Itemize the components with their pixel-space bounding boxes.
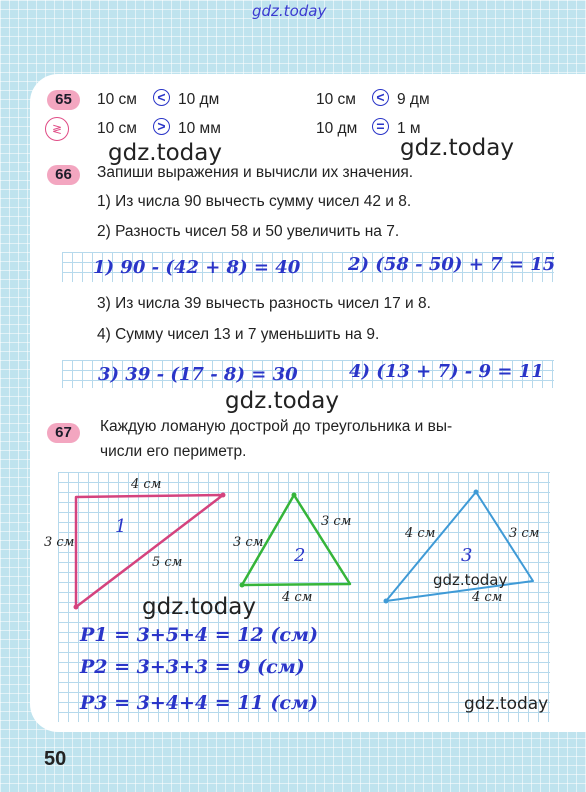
- ex66-answer-2: 2) (58 - 50) + 7 = 15: [348, 254, 556, 275]
- ex65-row4-sign: =: [372, 118, 389, 135]
- ex66-answer-1: 1) 90 - (42 + 8) = 40: [93, 257, 301, 278]
- perimeter-1: P1 = 3+5+4 = 12 (см): [80, 624, 318, 646]
- ex65-row4-right: 1 м: [397, 120, 421, 137]
- ex65-row2-right: 9 дм: [397, 91, 430, 108]
- ex66-answer-3: 3) 39 - (17 - 8) = 30: [98, 364, 298, 385]
- triangle-1-side-hyp: 5 см: [152, 555, 183, 570]
- ex66-instruction: Запиши выражения и вычисли их значения.: [97, 164, 414, 181]
- triangle-1: [76, 495, 223, 607]
- ex66-item-2: 2) Разность чисел 58 и 50 увеличить на 7.: [97, 223, 400, 240]
- triangle-3-side-right: 3 см: [509, 526, 540, 541]
- watermark: gdz.today: [433, 571, 508, 589]
- triangle-2-number: 2: [294, 545, 306, 566]
- triangle-3-side-bottom: 4 см: [472, 590, 503, 605]
- ex65-row3-left: 10 см: [97, 120, 137, 137]
- ex65-row1-right: 10 дм: [178, 91, 220, 108]
- triangle-2-side-right: 3 см: [321, 514, 352, 529]
- triangle-1-side-top: 4 см: [131, 477, 162, 492]
- watermark: gdz.today: [400, 135, 514, 161]
- triangle-2-side-bottom: 4 см: [282, 590, 313, 605]
- triangle-2-vertex: [292, 493, 297, 498]
- exercise-66-number: 66: [47, 165, 80, 185]
- triangle-1-number: 1: [115, 516, 127, 537]
- ex65-row3-right: 10 мм: [178, 120, 221, 137]
- ex65-row1-sign: <: [153, 89, 170, 106]
- triangle-3-vertex: [474, 490, 479, 495]
- watermark: gdz.today: [464, 694, 549, 714]
- ex67-instruction-line1: Каждую ломаную дострой до треугольника и вы-: [100, 418, 453, 435]
- compare-icon: ≷: [45, 117, 69, 141]
- ex66-answer-4: 4) (13 + 7) - 9 = 11: [349, 361, 544, 382]
- triangle-1-vertex: [74, 605, 79, 610]
- ex66-item-3: 3) Из числа 39 вычесть разность чисел 17 и 8.: [97, 295, 431, 312]
- ex65-row3-sign: >: [153, 118, 170, 135]
- watermark: gdz.today: [108, 140, 222, 166]
- ex65-row1-left: 10 см: [97, 91, 137, 108]
- triangle-1-vertex: [221, 493, 226, 498]
- ex65-row2-left: 10 см: [316, 91, 356, 108]
- triangle-1-side-left: 3 см: [44, 535, 75, 550]
- exercise-65-number: 65: [47, 90, 80, 110]
- ex66-item-4: 4) Сумму чисел 13 и 7 уменьшить на 9.: [97, 326, 380, 343]
- ex65-row2-sign: <: [372, 89, 389, 106]
- ex66-item-1: 1) Из числа 90 вычесть сумму чисел 42 и 8.: [97, 193, 412, 210]
- ex67-instruction-line2: числи его периметр.: [100, 443, 247, 460]
- watermark: gdz.today: [142, 594, 256, 620]
- watermark: gdz.today: [252, 2, 327, 20]
- triangle-2-side-left: 3 см: [233, 535, 264, 550]
- triangle-2-vertex: [240, 583, 245, 588]
- perimeter-3: P3 = 3+4+4 = 11 (см): [80, 692, 318, 714]
- ex65-row4-left: 10 дм: [316, 120, 358, 137]
- watermark: gdz.today: [225, 388, 339, 414]
- exercise-67-number: 67: [47, 423, 80, 443]
- triangle-3-side-left: 4 см: [405, 526, 436, 541]
- triangle-3-vertex: [384, 599, 389, 604]
- page-number: 50: [44, 748, 67, 770]
- triangle-3-number: 3: [461, 545, 473, 566]
- perimeter-2: P2 = 3+3+3 = 9 (см): [80, 656, 305, 678]
